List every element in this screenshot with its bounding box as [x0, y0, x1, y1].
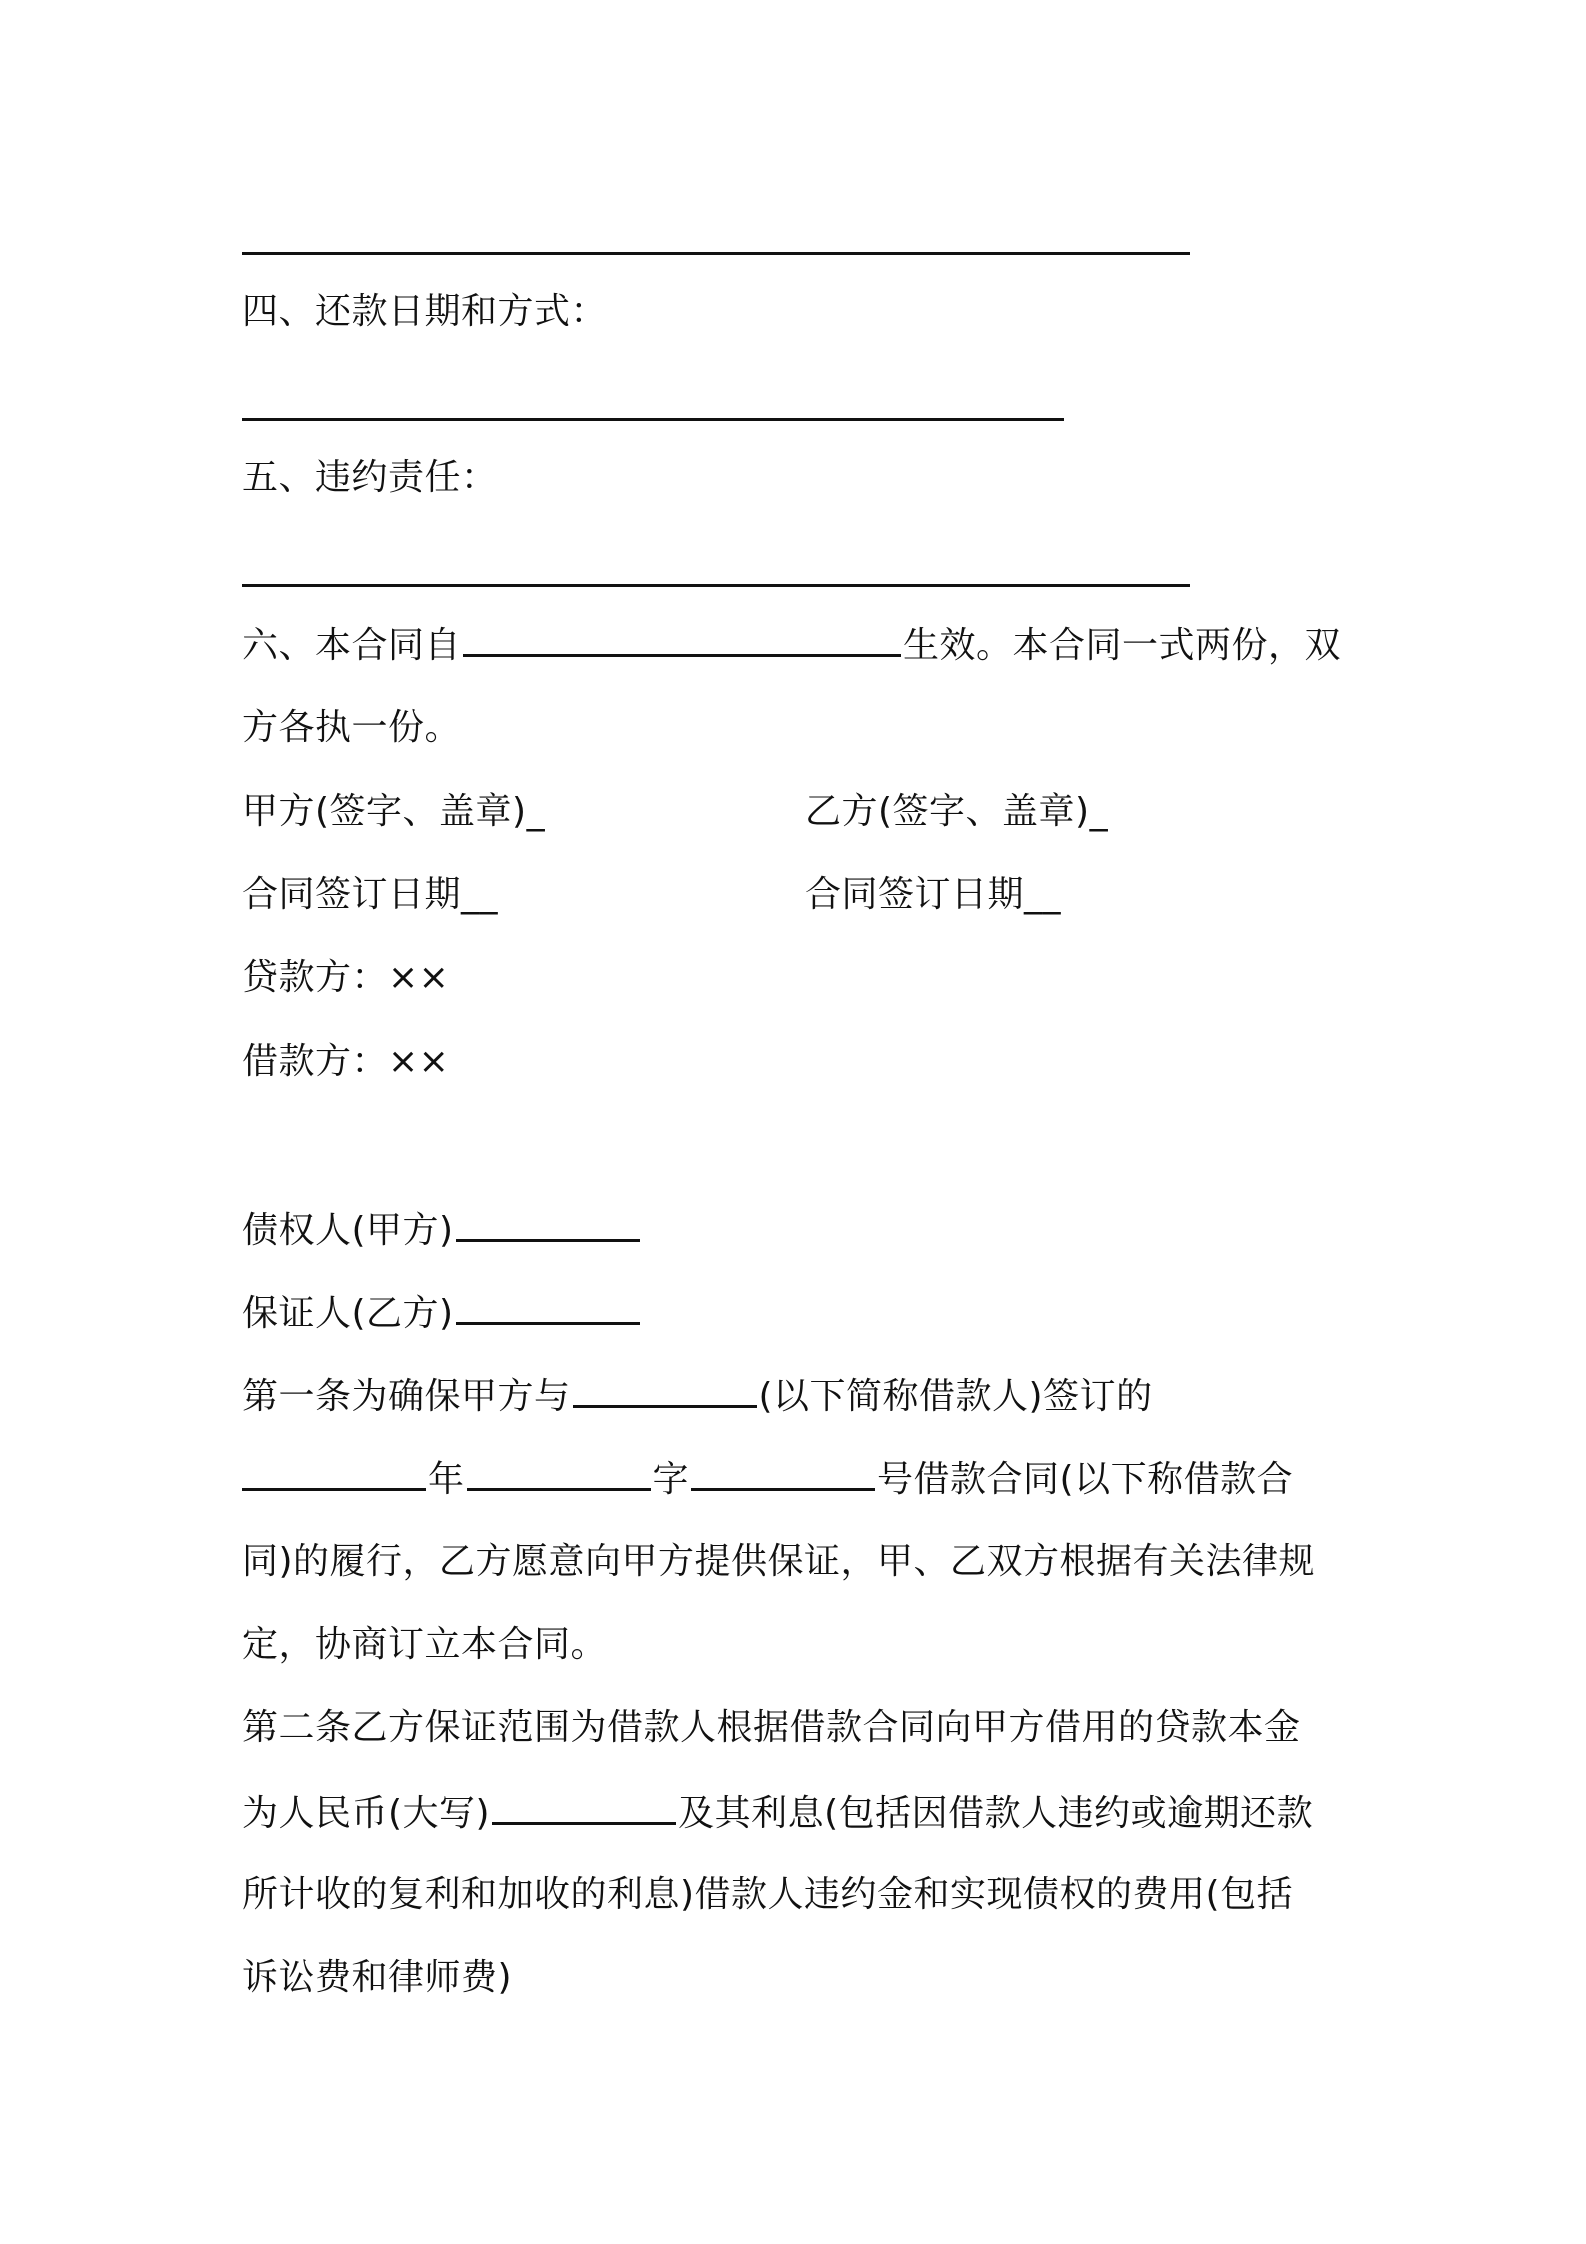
section-6-line1: [242, 622, 1341, 668]
contract-number-blank: [691, 1456, 875, 1491]
guarantor-blank: [456, 1290, 640, 1325]
section-4-heading: 四、还款日期和方式：: [242, 291, 608, 332]
party-a-signature: 甲方(签字、盖章)_: [242, 791, 546, 832]
article-1-line4: 定，协商订立本合同。: [242, 1624, 608, 1665]
char-label: 字: [652, 1459, 690, 1500]
signing-date-b: 合同签订日期__: [805, 874, 1062, 915]
article-1-line1: [242, 1373, 1153, 1419]
creditor-blank: [456, 1207, 640, 1242]
borrower-line: 借款方：××: [242, 1041, 450, 1082]
effective-date-blank: [463, 622, 901, 657]
article-2-line1: 第二条乙方保证范围为借款人根据借款合同向甲方借用的贷款本金: [242, 1707, 1301, 1748]
article-2-part-b: 及其利息(包括因借款人违约或逾期还款: [678, 1793, 1314, 1834]
blank-rule-s5: [242, 584, 1190, 587]
signing-date-a: 合同签订日期__: [242, 874, 499, 915]
guarantor-line: [242, 1290, 642, 1336]
article-2-line2: [242, 1790, 1313, 1836]
number-label: 号借款合同(以下称借款合: [877, 1459, 1294, 1500]
article-1-part-b: (以下简称借款人)签订的: [758, 1376, 1153, 1417]
article-1-line3: 同)的履行，乙方愿意向甲方提供保证，甲、乙双方根据有关法律规: [242, 1541, 1316, 1582]
article-2-part-a: 为人民币(大写): [242, 1793, 491, 1834]
section-6-line2: 方各执一份。: [242, 707, 462, 748]
section-6-prefix: 六、本合同自: [242, 625, 462, 666]
guarantor-label: 保证人(乙方): [242, 1293, 454, 1334]
creditor-line: [242, 1207, 642, 1253]
article-1-line2: [242, 1456, 1293, 1502]
article-2-line3: 所计收的复利和加收的利息)借款人违约金和实现债权的费用(包括: [242, 1874, 1294, 1915]
blank-rule-s4: [242, 418, 1064, 421]
contract-char-blank: [467, 1456, 651, 1491]
blank-rule-top: [242, 252, 1190, 255]
creditor-label: 债权人(甲方): [242, 1210, 454, 1251]
party-b-signature: 乙方(签字、盖章)_: [805, 791, 1109, 832]
article-2-line4: 诉讼费和律师费): [242, 1957, 513, 1998]
amount-blank: [492, 1790, 676, 1825]
contract-year-blank: [242, 1456, 426, 1491]
section-5-heading: 五、违约责任：: [242, 457, 498, 498]
borrower-name-blank: [573, 1373, 757, 1408]
section-6-suffix: 生效。本合同一式两份，双: [903, 625, 1342, 666]
lender-line: 贷款方：××: [242, 957, 450, 998]
year-label: 年: [428, 1459, 465, 1500]
article-1-part-a: 第一条为确保甲方与: [242, 1376, 571, 1417]
